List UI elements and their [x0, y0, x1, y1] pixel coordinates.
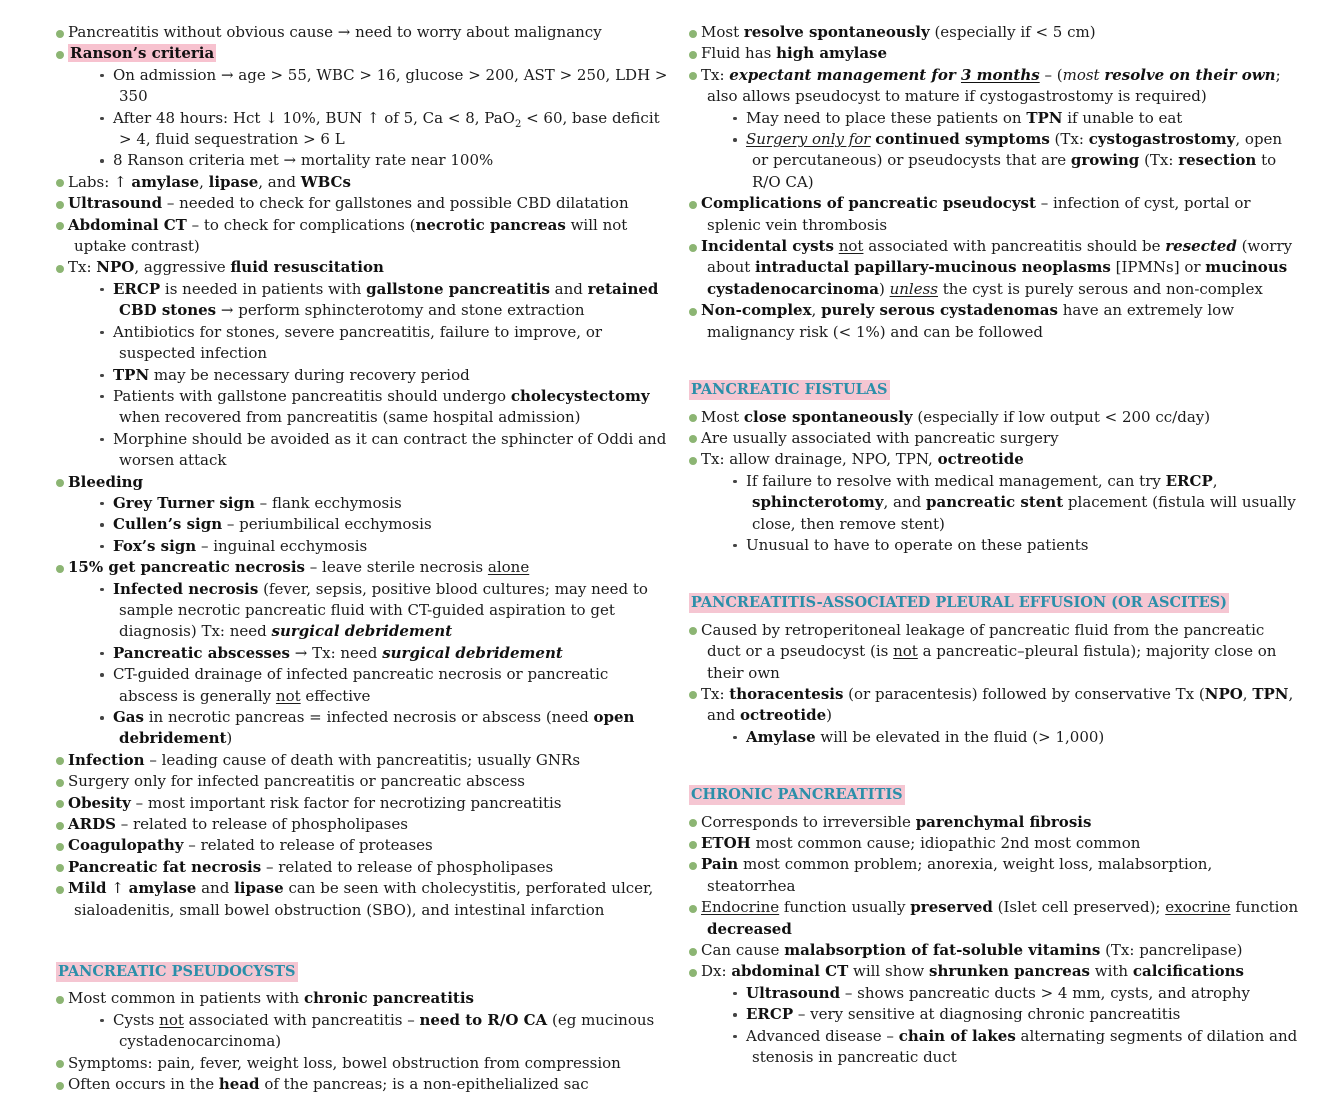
bullet-text: ETOH most common cause; idiopathic 2nd most common — [701, 834, 1141, 852]
emphasis-text: not — [838, 237, 864, 256]
emphasis-text: TPN — [1026, 108, 1063, 127]
emphasis-text: octreotide — [937, 450, 1024, 469]
emphasis-text: Mild — [68, 879, 107, 898]
emphasis-text: expectant management for — [729, 65, 961, 84]
bullet-text: Cullen’s sign – periumbilical ecchymosis — [113, 515, 432, 534]
right-column — [689, 22, 1301, 1068]
emphasis-text: Coagulopathy — [68, 836, 184, 855]
bullet-text: Tx: NPO, aggressive fluid resuscitation — [68, 258, 384, 277]
bullet-text: Grey Turner sign – flank ecchymosis — [113, 493, 402, 512]
bullet-item — [689, 428, 1301, 449]
emphasis-text: Incidental cysts — [701, 237, 834, 256]
emphasis-text: Amylase — [746, 727, 816, 746]
bullet-text: Most resolve spontaneously (especially if < 5 cm) — [701, 23, 1096, 41]
bullet-item — [56, 215, 668, 258]
bullet-text: Can cause malabsorption of fat-soluble vitamins (Tx: pancrelipase) — [701, 941, 1243, 960]
subscript: 2 — [514, 118, 522, 130]
sub-bullet-item — [74, 65, 668, 108]
bullet-item — [56, 750, 668, 771]
emphasis-text: need to R/O CA — [419, 1010, 548, 1029]
bullet-item — [689, 300, 1301, 343]
emphasis-text: Bleeding — [68, 472, 144, 491]
emphasis-text: chronic pancreatitis — [303, 989, 474, 1008]
bullet-text: Pancreatitis without obvious cause → need to worry about malignancy — [68, 23, 602, 41]
emphasis-text: Fox’s sign — [113, 536, 197, 555]
pseudocyst-continued-list — [689, 22, 1301, 343]
bullet-item — [56, 857, 668, 878]
bullet-text: If failure to resolve with medical management, can try ERCP, sphincterotomy, and pancreatic stent placement (fistula will usually close, then remove stent) — [746, 471, 1296, 533]
bullet-text: After 48 hours: Hct ↓ 10%, BUN ↑ of 5, Ca < 8, PaO$_2$ < 60, base deficit > 4, fluid sequestration > 6 L — [113, 108, 660, 149]
sub-bullet-item — [74, 1010, 668, 1053]
bullet-text: Most common in patients with chronic pancreatitis — [68, 989, 474, 1008]
emphasis-text: Complications of pancreatic pseudocyst — [701, 194, 1036, 213]
bullet-text: Tx: expectant management for 3 months – (most resolve on their own; also allows pseudocyst to mature if cystogastrostomy is required) — [701, 65, 1281, 106]
bullet-item — [689, 22, 1301, 43]
bullet-text: Obesity – most important risk factor for necrotizing pancreatitis — [68, 793, 562, 812]
emphasis-text: TPN — [1252, 684, 1289, 703]
emphasis-text: close spontaneously — [743, 407, 913, 426]
pseudocysts-list — [56, 988, 668, 1095]
sub-bullet-item — [74, 643, 668, 664]
emphasis-text: shrunken pancreas — [929, 962, 1090, 981]
bullet-item — [689, 940, 1301, 961]
section-title-fistulas: PANCREATIC FISTULAS — [691, 381, 888, 399]
bullet-text: Mild ↑ amylase and lipase can be seen with cholecystitis, perforated ulcer, sialoadenitis, small bowel obstruction (SBO), and intestinal infarction — [68, 879, 654, 919]
bullet-item — [56, 43, 668, 171]
bullet-text: Pain most common problem; anorexia, weight loss, malabsorption, steatorrhea — [701, 855, 1213, 895]
emphasis-text: Non-complex — [701, 301, 812, 320]
emphasis-text: retained CBD stones — [119, 279, 659, 320]
bullet-text: Abdominal CT – to check for complications (necrotic pancreas will not uptake contrast) — [68, 215, 628, 256]
section-title-effusion: PANCREATITIS-ASSOCIATED PLEURAL EFFUSION (OR ASCITES) — [691, 594, 1227, 612]
emphasis-text: Cullen’s sign — [113, 515, 223, 534]
bullet-text: Pancreatic abscesses → Tx: need surgical debridement — [113, 643, 563, 662]
bullet-item — [56, 1053, 668, 1074]
bullet-text: Labs: ↑ amylase, lipase, and WBCs — [68, 172, 351, 191]
bullet-text: Tx: allow drainage, NPO, TPN, octreotide — [701, 450, 1024, 469]
emphasis-text: most — [1062, 65, 1105, 84]
bullet-item — [689, 897, 1301, 940]
bullet-text: Advanced disease – chain of lakes alternating segments of dilation and stenosis in pancreatic duct — [746, 1026, 1298, 1067]
emphasis-text: Grey Turner sign — [113, 493, 255, 512]
bullet-text: Non-complex, purely serous cystadenomas have an extremely low malignancy risk (< 1%) and can be followed — [701, 301, 1235, 341]
bullet-text: Often occurs in the head of the pancreas; is a non-epithelialized sac — [68, 1075, 589, 1094]
sub-bullet-item — [74, 536, 668, 557]
sub-list — [74, 65, 668, 172]
bullet-text: Caused by retroperitoneal leakage of pancreatic fluid from the pancreatic duct or a pseudocyst (is not a pancreatic–pleural fistula); majority close on their own — [701, 620, 1277, 682]
emphasis-text: malabsorption of fat-soluble vitamins — [784, 941, 1101, 960]
bullet-text — [68, 44, 216, 62]
emphasis-text: Pain — [701, 855, 739, 874]
bullet-text: 8 Ranson criteria met → mortality rate near 100% — [113, 151, 494, 170]
bullet-text: Gas in necrotic pancreas = infected necrosis or abscess (need open debridement) — [113, 708, 635, 748]
sub-bullet-item — [707, 1026, 1301, 1069]
bullet-item — [56, 814, 668, 835]
emphasis-text: ERCP — [1165, 471, 1213, 490]
emphasis-text: pancreatic stent — [926, 493, 1064, 512]
emphasis-text: calcifications — [1132, 962, 1244, 981]
emphasis-text: surgical debridement — [382, 643, 563, 662]
emphasis-text: mucinous cystadenocarcinoma — [707, 258, 1288, 298]
sub-bullet-item — [74, 279, 668, 322]
bullet-item — [689, 449, 1301, 556]
sub-bullet-item — [707, 108, 1301, 129]
fistulas-section — [689, 379, 1301, 556]
emphasis-text: thoracentesis — [729, 684, 844, 703]
bullet-text: TPN may be necessary during recovery period — [113, 365, 470, 384]
bullet-text: Corresponds to irreversible parenchymal fibrosis — [701, 812, 1092, 831]
bullet-item — [689, 193, 1301, 236]
bullet-text: Surgery only for continued symptoms (Tx: cystogastrostomy, open or percutaneous) or pseudocysts that are growing (Tx: resection to R/O CA) — [746, 130, 1283, 191]
section-title-chronic: CHRONIC PANCREATITIS — [691, 786, 903, 804]
sub-bullet-item — [74, 707, 668, 750]
effusion-section — [689, 592, 1301, 748]
sub-list — [74, 493, 668, 557]
emphasis-text: fluid resuscitation — [230, 258, 384, 277]
highlighted-term: Ranson’s criteria — [70, 44, 215, 63]
emphasis-text: sphincterotomy — [752, 493, 884, 512]
bullet-item — [56, 878, 668, 921]
sub-bullet-item — [74, 365, 668, 386]
emphasis-text: high amylase — [776, 44, 888, 63]
bullet-text: CT-guided drainage of infected pancreatic necrosis or pancreatic abscess is generally not effective — [113, 665, 609, 705]
emphasis-text: Infection — [68, 750, 145, 769]
bullet-item — [689, 407, 1301, 428]
bullet-item — [689, 961, 1301, 1068]
emphasis-text: octreotide — [739, 706, 827, 725]
bullet-item — [689, 65, 1301, 193]
emphasis-text: 3 months — [960, 65, 1040, 84]
emphasis-text: continued symptoms — [875, 130, 1050, 149]
bullet-item — [56, 793, 668, 814]
sub-list — [74, 1010, 668, 1053]
emphasis-text: not — [159, 1010, 184, 1029]
bullet-text: Endocrine function usually preserved (Islet cell preserved); exocrine function decreased — [701, 898, 1299, 938]
emphasis-text: parenchymal fibrosis — [915, 812, 1092, 831]
emphasis-text: not — [275, 686, 301, 705]
emphasis-text: Infected necrosis — [113, 579, 259, 598]
bullet-text: Amylase will be elevated in the fluid (> 1,000) — [746, 727, 1105, 746]
emphasis-text: ERCP — [113, 279, 161, 298]
bullet-item — [689, 812, 1301, 833]
emphasis-text: open debridement — [119, 708, 635, 748]
emphasis-text: chain of lakes — [898, 1026, 1016, 1045]
bullet-item — [56, 557, 668, 750]
bullet-text: Ultrasound – needed to check for gallstones and possible CBD dilatation — [68, 194, 629, 213]
sub-bullet-item — [74, 150, 668, 171]
sub-bullet-item — [74, 322, 668, 365]
pancreatitis-list — [56, 22, 668, 921]
sub-bullet-item — [707, 983, 1301, 1004]
bullet-item — [56, 257, 668, 471]
emphasis-text: abdominal CT — [731, 962, 849, 981]
emphasis-text: lipase — [234, 879, 284, 898]
bullet-item — [56, 22, 668, 43]
emphasis-text: resolve spontaneously — [743, 23, 930, 41]
emphasis-text: surgical debridement — [271, 622, 453, 641]
bullet-text: Surgery only for infected pancreatitis or pancreatic abscess — [68, 772, 526, 791]
emphasis-text: lipase — [208, 172, 259, 191]
effusion-list — [689, 620, 1301, 748]
sub-bullet-item — [707, 535, 1301, 556]
bullet-item — [689, 236, 1301, 300]
sub-bullet-item — [74, 429, 668, 472]
sub-list — [707, 108, 1301, 194]
bullet-item — [56, 835, 668, 856]
section-title-pseudocysts: PANCREATIC PSEUDOCYSTS — [58, 963, 296, 981]
emphasis-text: head — [218, 1075, 260, 1094]
sub-bullet-item — [707, 727, 1301, 748]
sub-list — [74, 279, 668, 472]
emphasis-text: TPN — [113, 365, 150, 384]
sub-list — [707, 983, 1301, 1069]
emphasis-text: unless — [889, 279, 939, 298]
bullet-item — [689, 854, 1301, 897]
emphasis-text: Endocrine — [701, 898, 780, 917]
emphasis-text: Ultrasound — [68, 194, 163, 213]
emphasis-text: WBCs — [300, 172, 351, 191]
bullet-text: 15% get pancreatic necrosis – leave sterile necrosis alone — [68, 558, 530, 577]
emphasis-text: exocrine — [1165, 898, 1231, 917]
bullet-text: Dx: abdominal CT will show shrunken pancreas with calcifications — [701, 962, 1244, 981]
bullet-text — [68, 473, 143, 491]
bullet-text: ERCP is needed in patients with gallstone pancreatitis and retained CBD stones → perform sphincterotomy and stone extraction — [113, 279, 659, 320]
bullet-text: Complications of pancreatic pseudocyst – infection of cyst, portal or splenic vein thrombosis — [701, 194, 1251, 234]
bullet-text: Symptoms: pain, fever, weight loss, bowel obstruction from compression — [68, 1053, 621, 1072]
emphasis-text: decreased — [707, 919, 792, 938]
bullet-text: Ultrasound – shows pancreatic ducts > 4 mm, cysts, and atrophy — [746, 983, 1250, 1002]
sub-bullet-item — [74, 108, 668, 151]
bullet-text: On admission → age > 55, WBC > 16, glucose > 200, AST > 250, LDH > 350 — [113, 65, 668, 106]
bullet-text: Incidental cysts not associated with pancreatitis should be resected (worry about intraductal papillary-mucinous neoplasms [IPMNs] or mucinous cystadenocarcinoma) unless the cyst is purely serous and non-complex — [701, 237, 1293, 298]
bullet-text: Tx: thoracentesis (or paracentesis) followed by conservative Tx (NPO, TPN, and octreotide) — [701, 684, 1294, 725]
emphasis-text: gallstone pancreatitis — [366, 279, 550, 298]
emphasis-text: necrotic pancreas — [415, 215, 566, 234]
emphasis-text: amylase — [131, 172, 200, 191]
bullet-text: Infection – leading cause of death with pancreatitis; usually GNRs — [68, 750, 581, 769]
sub-bullet-item — [74, 493, 668, 514]
bullet-item — [56, 988, 668, 1052]
emphasis-text: Obesity — [68, 793, 131, 812]
bullet-text: Are usually associated with pancreatic surgery — [701, 428, 1059, 447]
sub-list — [74, 579, 668, 750]
sub-bullet-item — [74, 579, 668, 643]
emphasis-text: preserved — [910, 898, 993, 917]
emphasis-text: intraductal papillary-mucinous neoplasms — [755, 258, 1111, 277]
bullet-text: Fox’s sign – inguinal ecchymosis — [113, 536, 368, 555]
bullet-item — [689, 684, 1301, 748]
emphasis-text: NPO — [96, 258, 135, 277]
emphasis-text: ETOH — [701, 834, 751, 852]
bullet-text: Patients with gallstone pancreatitis should undergo cholecystectomy when recovered from pancreatitis (same hospital admission) — [113, 386, 650, 427]
emphasis-text: cholecystectomy — [510, 386, 650, 405]
emphasis-text: Surgery only for — [746, 130, 871, 149]
sub-list — [707, 727, 1301, 748]
emphasis-text: growing — [1070, 151, 1140, 170]
bullet-text: May need to place these patients on TPN if unable to eat — [746, 108, 1183, 127]
bullet-text: Cysts not associated with pancreatitis – need to R/O CA (eg mucinous cystadenocarcinoma) — [113, 1010, 655, 1051]
emphasis-text: ERCP — [746, 1005, 794, 1024]
emphasis-text: Pancreatic fat necrosis — [68, 857, 262, 876]
emphasis-text: alone — [487, 558, 530, 577]
emphasis-text: Abdominal CT — [68, 215, 187, 234]
bullet-text: Coagulopathy – related to release of proteases — [68, 836, 433, 855]
emphasis-text: resection — [1178, 151, 1257, 170]
bullet-item — [689, 43, 1301, 64]
emphasis-text: purely serous cystadenomas — [821, 301, 1058, 320]
sub-bullet-item — [707, 129, 1301, 193]
emphasis-text: Pancreatic abscesses — [113, 643, 290, 662]
bullet-text: Antibiotics for stones, severe pancreatitis, failure to improve, or suspected infection — [113, 322, 603, 363]
emphasis-text: NPO — [1204, 684, 1243, 703]
emphasis-text: amylase — [128, 879, 197, 898]
emphasis-text: resected — [1165, 237, 1237, 256]
bullet-text: ERCP – very sensitive at diagnosing chronic pancreatitis — [746, 1005, 1181, 1024]
emphasis-text: Gas — [113, 708, 144, 726]
bullet-item — [56, 1074, 668, 1095]
chronic-list — [689, 812, 1301, 1069]
bullet-item — [56, 771, 668, 792]
fistulas-list — [689, 407, 1301, 557]
sub-bullet-item — [707, 471, 1301, 535]
bullet-item — [689, 620, 1301, 684]
emphasis-text: cystogastrostomy — [1088, 130, 1236, 149]
emphasis-text: resolve on their own — [1104, 65, 1276, 84]
bullet-item — [56, 193, 668, 214]
bullet-item — [56, 172, 668, 193]
sub-bullet-item — [74, 664, 668, 707]
bullet-text: ARDS – related to release of phospholipases — [68, 815, 408, 834]
bullet-text: Most close spontaneously (especially if low output < 200 cc/day) — [701, 407, 1211, 426]
sub-bullet-item — [74, 514, 668, 535]
emphasis-text: ARDS — [68, 815, 116, 834]
bullet-text: Pancreatic fat necrosis – related to release of phospholipases — [68, 857, 554, 876]
sub-bullet-item — [74, 386, 668, 429]
bullet-text: Unusual to have to operate on these patients — [746, 535, 1089, 554]
bullet-item — [689, 833, 1301, 854]
sub-list — [707, 471, 1301, 557]
sub-bullet-item — [707, 1004, 1301, 1025]
bullet-text: Infected necrosis (fever, sepsis, positive blood cultures; may need to sample necrotic pancreatic fluid with CT-guided aspiration to get diagnosis) Tx: need surgical debridement — [113, 579, 648, 641]
bullet-text: Fluid has high amylase — [701, 44, 888, 63]
left-column — [56, 22, 668, 1096]
bullet-item — [56, 472, 668, 558]
emphasis-text: 15% get pancreatic necrosis — [68, 558, 306, 577]
emphasis-text: Ultrasound — [746, 983, 841, 1002]
bullet-text: Morphine should be avoided as it can contract the sphincter of Oddi and worsen attack — [113, 429, 667, 470]
chronic-section — [689, 784, 1301, 1068]
pseudocysts-section — [56, 961, 668, 1095]
emphasis-text: not — [893, 642, 918, 661]
